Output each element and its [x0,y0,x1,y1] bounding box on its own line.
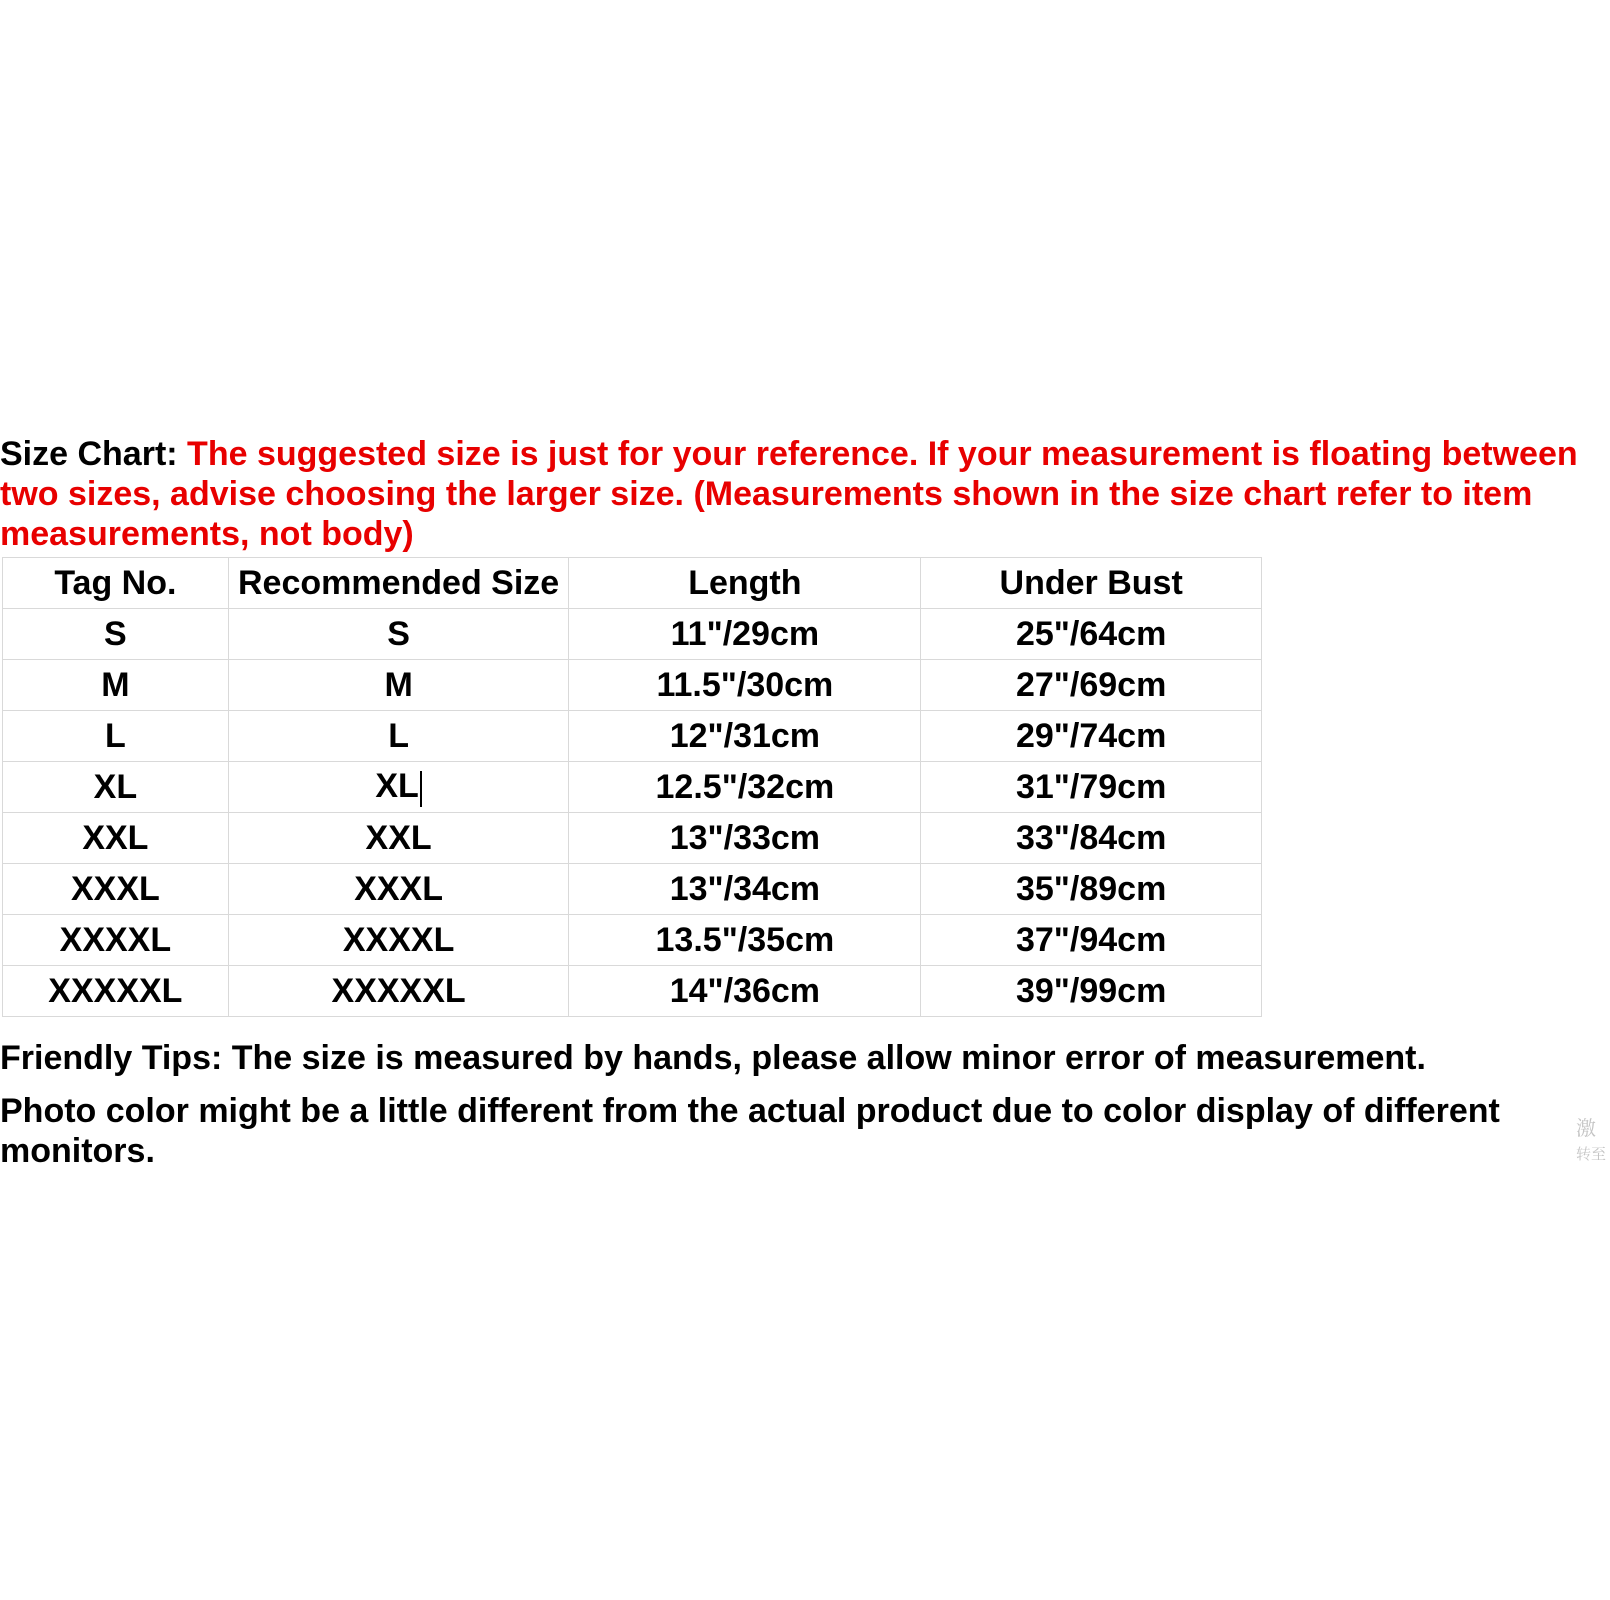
size-table [2,557,1262,1017]
header-length: Length [569,558,921,609]
friendly-tips: Friendly Tips: The size is measured by hands, please allow minor error of measurement. [0,1039,1426,1077]
cell-under-bust: 39"/99cm [921,966,1262,1017]
cell-tag-no: XL [3,762,229,813]
size-chart-label: Size Chart: [0,435,188,473]
text-cursor [420,771,422,807]
table-row [3,711,1262,762]
cell-tag-no: XXXXXL [3,966,229,1017]
cell-recommended-size: M [228,660,569,711]
table-row [3,609,1262,660]
cell-tag-no: M [3,660,229,711]
cell-tag-no: S [3,609,229,660]
cell-recommended-size: XXL [228,813,569,864]
cell-recommended-size: L [228,711,569,762]
table-header-row [3,558,1262,609]
header-tag-no: Tag No. [3,558,229,609]
cell-recommended-size-text: XL [375,767,419,806]
header-recommended-size: Recommended Size [228,558,569,609]
cell-tag-no: XXL [3,813,229,864]
cell-length: 11"/29cm [569,609,921,660]
cell-tag-no: L [3,711,229,762]
cell-under-bust: 25"/64cm [921,609,1262,660]
cell-under-bust: 31"/79cm [921,762,1262,813]
table-row [3,762,1262,813]
table-row [3,966,1262,1017]
cell-under-bust: 29"/74cm [921,711,1262,762]
cell-recommended-size: S [228,609,569,660]
cell-length: 11.5"/30cm [569,660,921,711]
watermark-line-1: 激 [1576,1116,1596,1140]
size-chart-note: The suggested size is just for your reference. If your measurement is floating between two sizes, advise choosing the larger size. (Measurements shown in the size chart refer to item measurements, not body) [0,435,1578,553]
photo-color-note: Photo color might be a little different from the actual product due to color display of different monitors. [0,1092,1500,1170]
cell-recommended-size: XXXL [228,864,569,915]
cell-under-bust: 33"/84cm [921,813,1262,864]
cell-under-bust: 35"/89cm [921,864,1262,915]
cell-length: 12"/31cm [569,711,921,762]
cell-length: 13"/34cm [569,864,921,915]
cell-length: 13.5"/35cm [569,915,921,966]
cell-recommended-size: XXXXXL [228,966,569,1017]
cell-length: 14"/36cm [569,966,921,1017]
watermark-line-2: 转至 [1576,1145,1607,1163]
table-row [3,864,1262,915]
cell-under-bust: 27"/69cm [921,660,1262,711]
cell-tag-no: XXXXL [3,915,229,966]
cell-recommended-size: XXXXL [228,915,569,966]
cell-tag-no: XXXL [3,864,229,915]
cell-under-bust: 37"/94cm [921,915,1262,966]
cell-length: 13"/33cm [569,813,921,864]
cell-recommended-size-editing[interactable] [228,762,569,813]
size-chart-intro [0,434,1610,554]
table-row [3,915,1262,966]
header-under-bust: Under Bust [921,558,1262,609]
table-row [3,813,1262,864]
table-row [3,660,1262,711]
cell-length: 12.5"/32cm [569,762,921,813]
